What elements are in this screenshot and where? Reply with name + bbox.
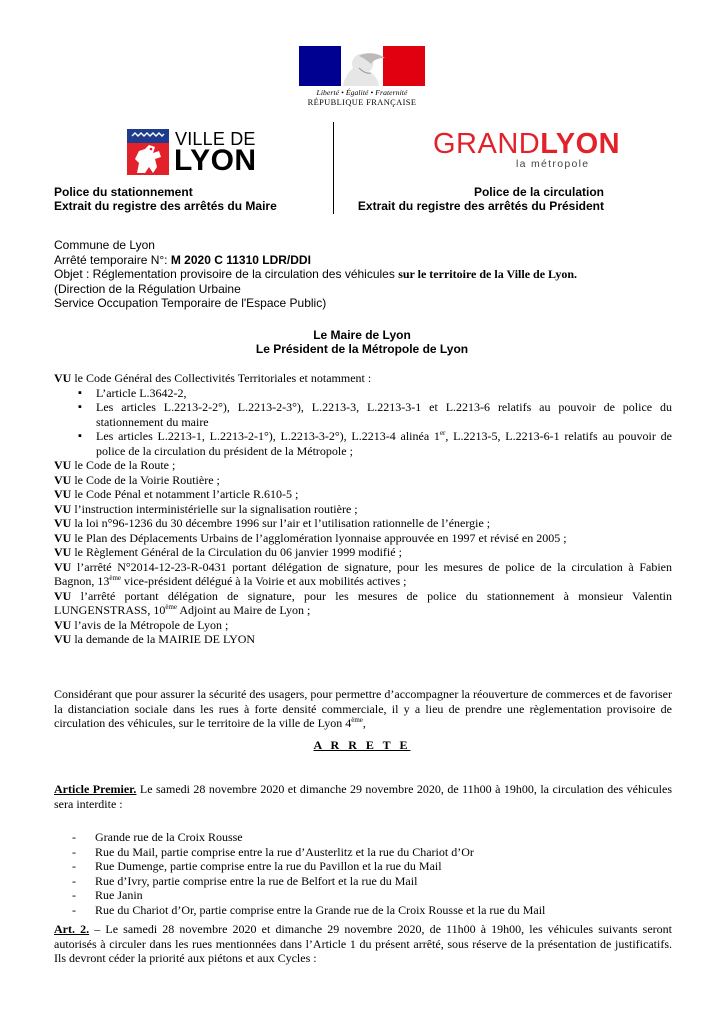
article-2: Art. 2. – Le samedi 28 novembre 2020 et dimanche 29 novembre 2020, de 11h00 à 19h00, les véhicules suivants seront autorisés à circuler dans les rues mentionnées dans l’Article 1 du présent arrêté, sous réserve de la présentation de justificatifs. Ils devront céder la priorité aux piétons et aux Cycles : (54, 922, 672, 965)
republique-motto: Liberté • Égalité • Fraternité (316, 88, 408, 97)
police-circulation: Police de la circulation (473, 185, 604, 199)
commune: Commune de Lyon (54, 238, 155, 252)
ville-de-label: VILLE DE (175, 129, 256, 149)
considerant-paragraph: Considérant que pour assurer la sécurité des usagers, pour permettre d’accompagner la réouverture de commerces et de favoriser la distanciation sociale dans les rues à forte densité commerciale, il y a lieu de prendre une règlementation provisoire de circulation des véhicules, sur le territoire de la ville de Lyon 4ème, (54, 687, 672, 730)
vu-item: VU la demande de la MAIRIE DE LYON (54, 632, 256, 646)
registre-maire: Extrait du registre des arrêtés du Maire (54, 199, 277, 213)
vu-section (54, 371, 672, 647)
arrete-number-line: Arrêté temporaire N°: M 2020 C 11310 LDR/DDI (54, 252, 311, 267)
police-stationnement: Police du stationnement (54, 185, 193, 199)
grand-lyon-logo (433, 128, 621, 170)
vu-item: VU le Règlement Général de la Circulation du 06 janvier 1999 modifié ; (54, 545, 402, 559)
grand-lyon-wordmark (433, 128, 620, 160)
vu-item: VU le Code de la Voirie Routière ; (54, 472, 220, 487)
grand-lyon-label: LYON (540, 128, 621, 160)
vu-item: VU le Code Général des Collectivités Territoriales et notamment : (54, 371, 372, 385)
republique-name: RÉPUBLIQUE FRANÇAISE (307, 98, 417, 107)
vu-item: VU le Code de la Route ; (54, 458, 176, 472)
vu-item: VU l’arrêté portant délégation de signature, pour les mesures de police du stationnement à monsieur Valentin LUNGENSTRASS, 10ème Adjoint au Maire de Lyon ; (54, 588, 672, 617)
registre-president: Extrait du registre des arrêtés du Président (357, 199, 604, 213)
service: Service Occupation Temporaire de l'Espace Public) (54, 296, 327, 310)
objet-line: Objet : Réglementation provisoire de la circulation des véhicules sur le territoire de la Ville de Lyon. (54, 267, 578, 281)
street-item: - Rue du Mail, partie comprise entre la rue d’Austerlitz et la rue du Chariot d’Or (72, 845, 672, 860)
article-2-label: Art. 2. (54, 922, 90, 936)
vu-bullet: ▪ Les articles L.2213-2-2°), L.2213-2-3°), L.2213-3, L.2213-3-1 et L.2213-6 relatifs au pouvoir de police du stationnement du maire (54, 400, 672, 429)
lion-crest-icon (127, 129, 169, 175)
lyon-label: LYON (174, 144, 257, 177)
vu-bullet: ▪ Les articles L.2213-1, L.2213-2-1°), L.2213-3-2°), L.2213-4 alinéa 1er, L.2213-5, L.2213-6-1 relatifs au pouvoir de police de la circulation du président de la Métropole ; (54, 429, 672, 458)
la-metropole-label: la métropole (516, 158, 590, 170)
street-item: - Rue Dumenge, partie comprise entre la rue du Pavillon et la rue du Mail (72, 859, 672, 874)
street-item: - Rue du Chariot d’Or, partie comprise entre la Grande rue de la Croix Rousse et la rue du Mail (72, 903, 672, 918)
street-item: - Grande rue de la Croix Rousse (72, 830, 672, 845)
logo-divider (333, 122, 334, 214)
vu-item: VU l’avis de la Métropole de Lyon ; (54, 617, 229, 632)
arrete-title: A R R E T E (313, 738, 411, 752)
republique-francaise-logo (299, 46, 425, 107)
vu-item: VU le Code Pénal et notamment l’article R.610-5 ; (54, 487, 299, 501)
vu-item: VU le Plan des Déplacements Urbains de l’agglomération lyonnaise approuvée en 1997 et révisé en 2005 ; (54, 530, 567, 545)
arrete-number: M 2020 C 11310 LDR/DDI (170, 252, 311, 267)
grand-label: GRAND (433, 128, 541, 160)
street-item: - Rue Janin (72, 888, 672, 903)
street-item: - Rue d’Ivry, partie comprise entre la rue de Belfort et la rue du Mail (72, 874, 672, 889)
ville-de-lyon-logo (127, 129, 257, 175)
marianne-flag-icon (299, 46, 425, 86)
header-left (54, 185, 277, 213)
vu-bullets (54, 386, 672, 459)
authority-title: Le Maire de Lyon Le Président de la Métropole de Lyon (255, 328, 469, 356)
header-right (358, 185, 604, 213)
article-premier: Article Premier. Le samedi 28 novembre 2020 et dimanche 29 novembre 2020, de 11h00 à 19h00, la circulation des véhicules sera interdite : (54, 782, 672, 811)
street-list (72, 830, 672, 917)
vu-item: VU l’instruction interministérielle sur la signalisation routière ; (54, 501, 358, 516)
vu-item: VU l’arrêté N°2014-12-23-R-0431 portant délégation de signature, pour les mesures de police de la circulation à Fabien Bagnon, 13ème vice-président délégué à la Voirie et aux mobilités actives ; (54, 559, 672, 588)
article-premier-label: Article Premier. (54, 782, 137, 796)
direction: (Direction de la Régulation Urbaine (54, 281, 241, 296)
vu-item: VU la loi n°96-1236 du 30 décembre 1996 sur l’air et l’utilisation rationnelle de l’énergie ; (54, 516, 491, 530)
arrete-meta (54, 238, 577, 311)
vu-bullet: ▪ L’article L.3642-2, (54, 386, 672, 401)
